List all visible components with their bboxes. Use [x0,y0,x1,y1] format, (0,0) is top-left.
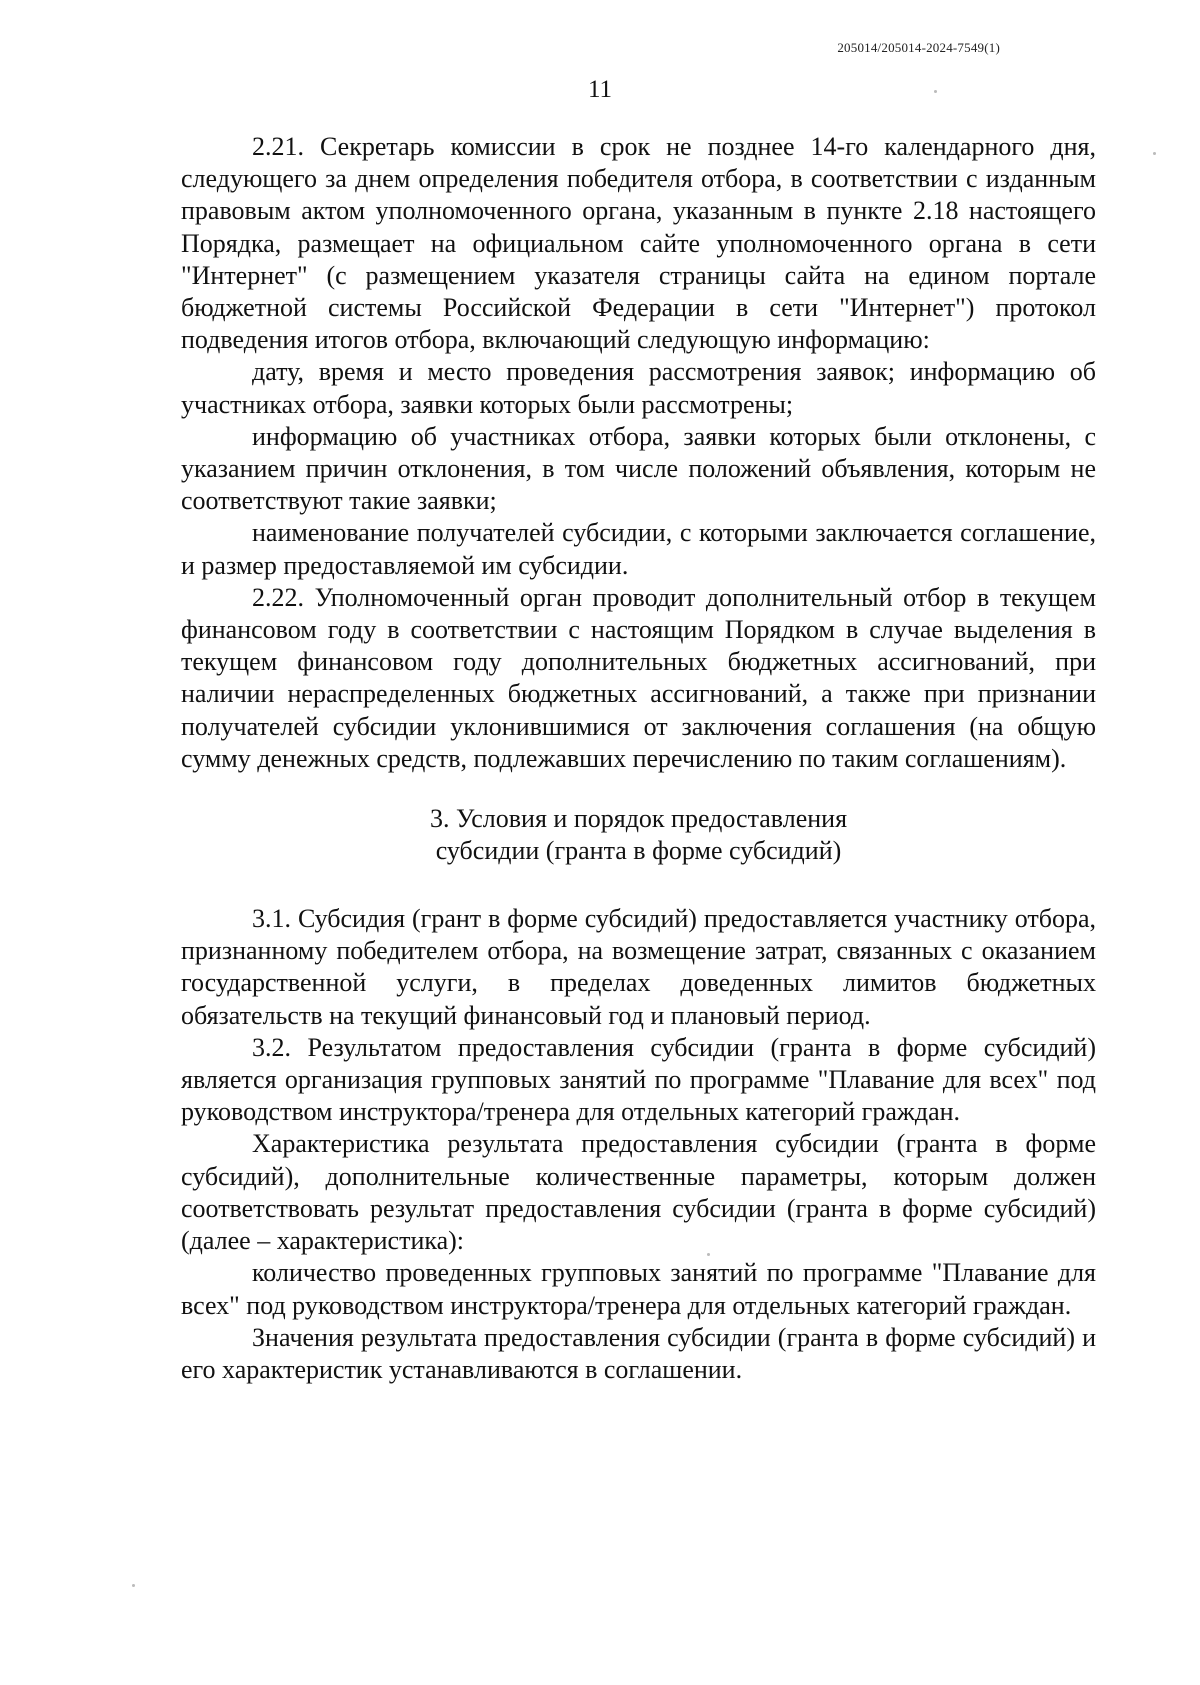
paragraph-3-2: 3.2. Результатом предоставления субсидии (гранта в форме субсидий) является организация групповых занятий по программе "Плавание для всех" под руководством инструктора/тренера для отдельных категорий граждан. [181,1032,1096,1127]
paragraph-2-21: 2.21. Секретарь комиссии в срок не позднее 14-го календарного дня, следующего за днем определения победителя отбора, в соответствии с изданным правовым актом уполномоченного органа, указанным в пункте 2.18 настоящего Порядка, размещает на официальном сайте уполномоченного органа в сети "Интернет" (с размещением указателя страницы сайта на едином портале бюджетной системы Российской Федерации в сети "Интернет") протокол подведения итогов отбора, включающий следующую информацию: [181,132,1096,355]
paragraph-3-1: 3.1. Субсидия (грант в форме субсидий) предоставляется участнику отбора, признанному победителем отбора, на возмещение затрат, связанных с оказанием государственной услуги, в пределах доведенных лимитов бюджетных обязательств на текущий финансовый год и плановый период. [181,904,1096,1030]
paragraph-count: количество проведенных групповых занятий по программе "Плавание для всех" под руководством инструктора/тренера для отдельных категорий граждан. [181,1258,1096,1320]
scan-speck [707,1253,710,1256]
document-code: 205014/205014-2024-7549(1) [837,40,1000,55]
paragraph-characteristic: Характеристика результата предоставления субсидии (гранта в форме субсидий), дополнительные количественные параметры, которым должен соответствовать результат предоставления субсидии (гранта в форме субсидий) (далее – характеристика): [181,1129,1096,1256]
document-body [181,131,1096,1386]
paragraph-2-22: 2.22. Уполномоченный орган проводит дополнительный отбор в текущем финансовом году в соответствии с настоящим Порядком в случае выделения в текущем финансовом году дополнительных бюджетных ассигнований, при наличии нераспределенных бюджетных ассигнований, а также при признании получателей субсидии уклонившимися от заключения соглашения (на общую сумму денежных средств, подлежавших перечислению по таким соглашениям). [181,582,1096,773]
section-heading [181,803,1096,867]
paragraph-list-item-recipients: наименование получателей субсидии, с которыми заключается соглашение, и размер предоставляемой им субсидии. [181,518,1096,580]
section-heading-line-2: субсидии (гранта в форме субсидий) [435,836,842,866]
paragraph-list-item-rejected: информацию об участниках отбора, заявки которых были отклонены, с указанием причин отклонения, в том числе положений объявления, которым не соответствуют такие заявки; [181,421,1096,516]
scan-speck [1153,152,1156,155]
page-number: 11 [587,76,613,103]
scan-speck [934,90,937,93]
paragraph-list-item-date: дату, время и место проведения рассмотрения заявок; информацию об участниках отбора, заявки которых были рассмотрены; [181,357,1096,419]
section-heading-line-1: 3. Условия и порядок предоставления [429,804,848,834]
scan-speck [132,1584,135,1587]
paragraph-values: Значения результата предоставления субсидии (гранта в форме субсидий) и его характеристик устанавливаются в соглашении. [181,1322,1096,1384]
